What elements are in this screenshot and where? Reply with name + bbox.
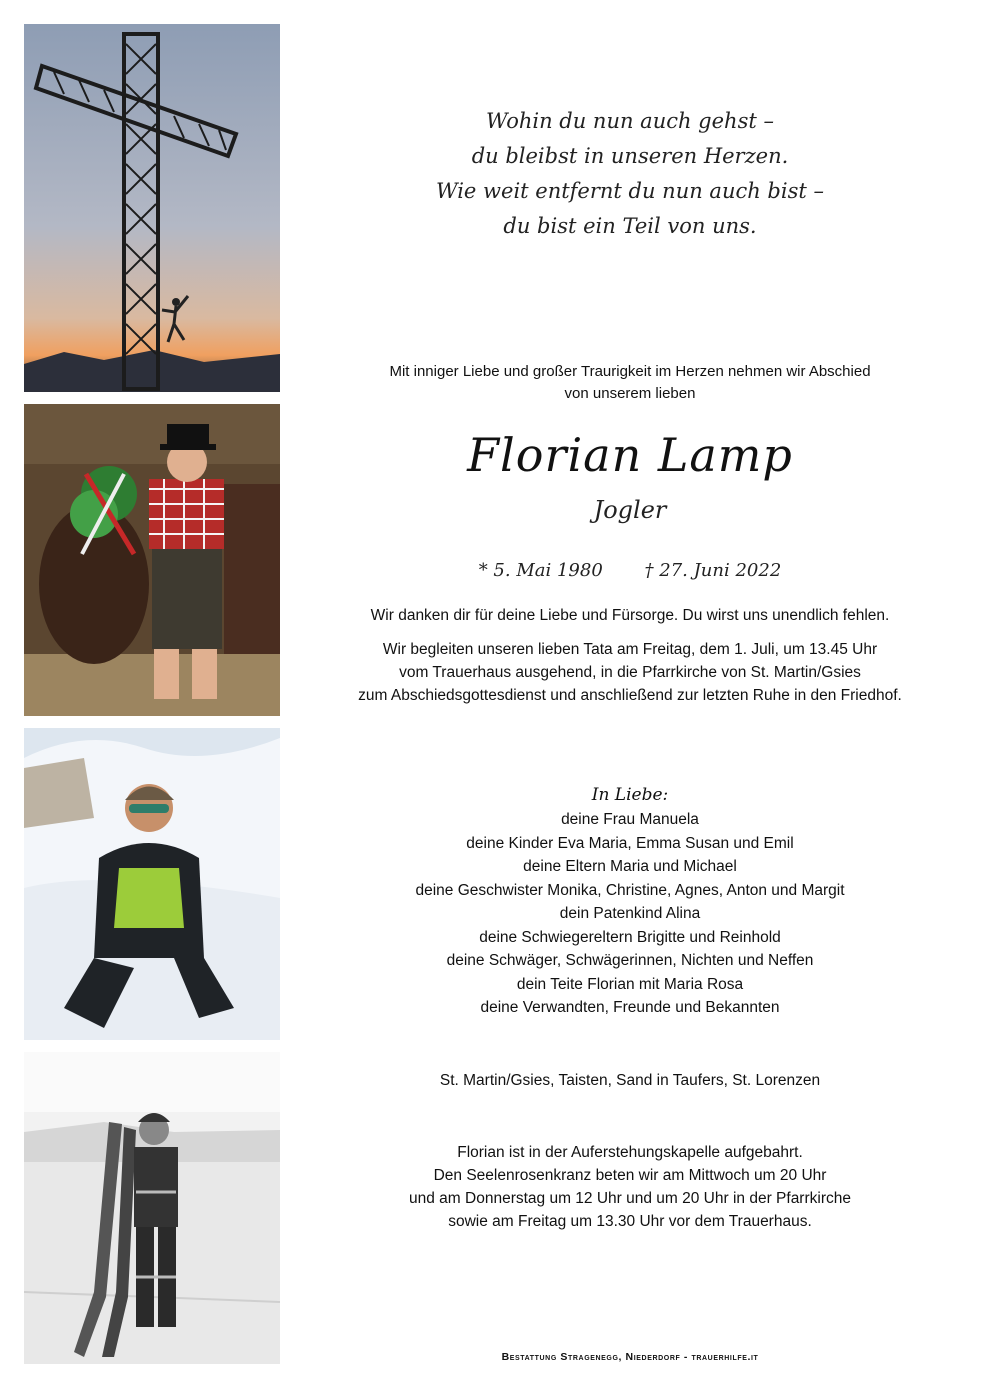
service-line: Wir begleiten unseren lieben Tata am Freitag, dem 1. Juli, um 13.45 Uhr [382, 641, 878, 658]
photo-firefighter [24, 1052, 280, 1364]
intro-line: von unserem lieben [564, 385, 696, 402]
birth-date: * 5. Mai 1980 [478, 560, 603, 581]
mourner-line: dein Teite Florian mit Maria Rosa [516, 975, 744, 993]
service-line: zum Abschiedsgottesdienst und anschließend zur letzten Ruhe in den Friedhof. [358, 687, 902, 704]
mourner-line: deine Geschwister Monika, Christine, Agnes, Anton und Margit [415, 881, 845, 899]
viewing-info [310, 1141, 950, 1233]
poem-line: du bist ein Teil von uns. [503, 214, 757, 238]
mourner-line: deine Kinder Eva Maria, Emma Susan und Emil [466, 834, 794, 852]
intro-text [310, 361, 950, 405]
poem [310, 104, 950, 244]
deceased-name: Florian Lamp [467, 428, 793, 482]
mourner-line: deine Frau Manuela [561, 811, 699, 828]
intro-line: Mit inniger Liebe und großer Traurigkeit im Herzen nehmen wir Abschied [389, 363, 871, 380]
poem-line: Wie weit entfernt du nun auch bist – [436, 179, 824, 203]
mourner-line: deine Schwäger, Schwägerinnen, Nichten und Neffen [446, 952, 814, 969]
death-date: † 27. Juni 2022 [644, 560, 782, 581]
mourner-line: deine Schwiegereltern Brigitte und Reinhold [479, 928, 781, 946]
viewing-line: und am Donnerstag um 12 Uhr und um 20 Uhr in der Pfarrkirche [409, 1190, 851, 1207]
service-line: vom Trauerhaus ausgehend, in die Pfarrkirche von St. Martin/Gsies [399, 664, 861, 681]
footer-funeral-home: Bestattung Stragenegg, Niederdorf - trauerhilfe.it [501, 1351, 759, 1363]
life-dates [310, 557, 950, 585]
photo-traditional-costume [24, 404, 280, 716]
mourner-line: dein Patenkind Alina [559, 905, 701, 922]
poem-line: du bleibst in unseren Herzen. [471, 144, 789, 168]
places: St. Martin/Gsies, Taisten, Sand in Taufers, St. Lorenzen [439, 1072, 821, 1089]
viewing-line: Den Seelenrosenkranz beten wir am Mittwoch um 20 Uhr [433, 1167, 827, 1184]
funeral-service [310, 638, 950, 707]
mourner-line: deine Eltern Maria und Michael [523, 858, 737, 875]
mourners-heading: In Liebe: [591, 785, 669, 805]
viewing-line: Florian ist in der Auferstehungskapelle aufgebahrt. [457, 1144, 803, 1161]
viewing-line: sowie am Freitag um 13.30 Uhr vor dem Trauerhaus. [448, 1213, 812, 1230]
deceased-nickname: Jogler [593, 496, 667, 524]
mourners-list [310, 808, 950, 1020]
photo-summit-cross [24, 24, 280, 392]
thanks-text: Wir danken dir für deine Liebe und Fürsorge. Du wirst uns unendlich fehlen. [370, 607, 890, 624]
photo-snow [24, 728, 280, 1040]
mourner-line: deine Verwandten, Freunde und Bekannten [480, 999, 780, 1016]
poem-line: Wohin du nun auch gehst – [486, 109, 774, 133]
